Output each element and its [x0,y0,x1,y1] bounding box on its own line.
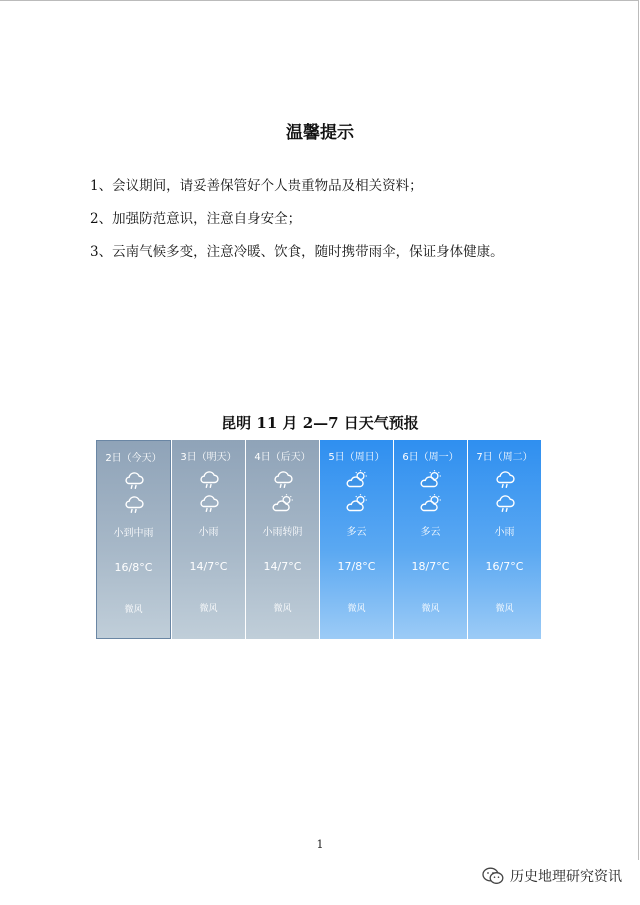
weather-desc: 小雨 [494,527,515,538]
wechat-icon [482,867,504,885]
forecast-day [172,440,245,639]
partly-cloudy-icon [419,469,443,489]
day-label: 5日（周日） [328,452,385,463]
temperature: 14/7°C [263,560,302,573]
forecast-title: 昆明 11 月 2—7 日天气预报 [221,414,419,432]
temperature: 18/7°C [411,560,450,573]
wind: 微风 [273,604,292,614]
weather-desc: 小雨 [198,527,219,538]
temperature: 16/8°C [114,561,153,574]
day-label: 3日（明天） [180,452,237,463]
forecast-day [246,440,319,639]
watermark-text: 历史地理研究资讯 [510,869,622,885]
temperature: 17/8°C [337,560,376,573]
partly-cloudy-icon [419,493,443,513]
rain-cloud-icon [122,470,146,490]
wind: 微风 [421,604,440,614]
page-number: 1 [316,838,324,851]
notice-item: 3、云南气候多变，注意冷暖、饮食，随时携带雨伞，保证身体健康。 [90,244,504,260]
temperature: 14/7°C [189,560,228,573]
wind: 微风 [199,604,218,614]
forecast-day [96,440,171,639]
weather-desc: 小到中雨 [113,528,154,539]
partly-cloudy-icon [345,469,369,489]
rain-cloud-icon [493,493,517,513]
notice-item: 1、会议期间，请妥善保管好个人贵重物品及相关资料； [90,178,423,194]
weather-desc: 多云 [346,527,367,538]
rain-cloud-icon [493,469,517,489]
rain-cloud-icon [271,469,295,489]
temperature: 16/7°C [485,560,524,573]
day-label: 7日（周二） [476,452,533,463]
rain-cloud-icon [197,493,221,513]
rain-cloud-icon [197,469,221,489]
day-label: 2日（今天） [105,453,162,464]
watermark [482,866,622,886]
notice-list [90,178,610,277]
wind: 微风 [124,605,143,615]
notice-title: 温馨提示 [286,123,354,143]
weather-desc: 多云 [420,527,441,538]
day-label: 4日（后天） [254,452,311,463]
forecast-strip [96,440,541,639]
forecast-day [394,440,467,639]
forecast-day [468,440,541,639]
day-label: 6日（周一） [402,452,459,463]
wind: 微风 [495,604,514,614]
forecast-day [320,440,393,639]
wind: 微风 [347,604,366,614]
partly-cloudy-icon [271,493,295,513]
rain-cloud-icon [122,494,146,514]
partly-cloudy-icon [345,493,369,513]
weather-desc: 小雨转阴 [262,527,303,538]
notice-item: 2、加强防范意识，注意自身安全； [90,211,302,227]
